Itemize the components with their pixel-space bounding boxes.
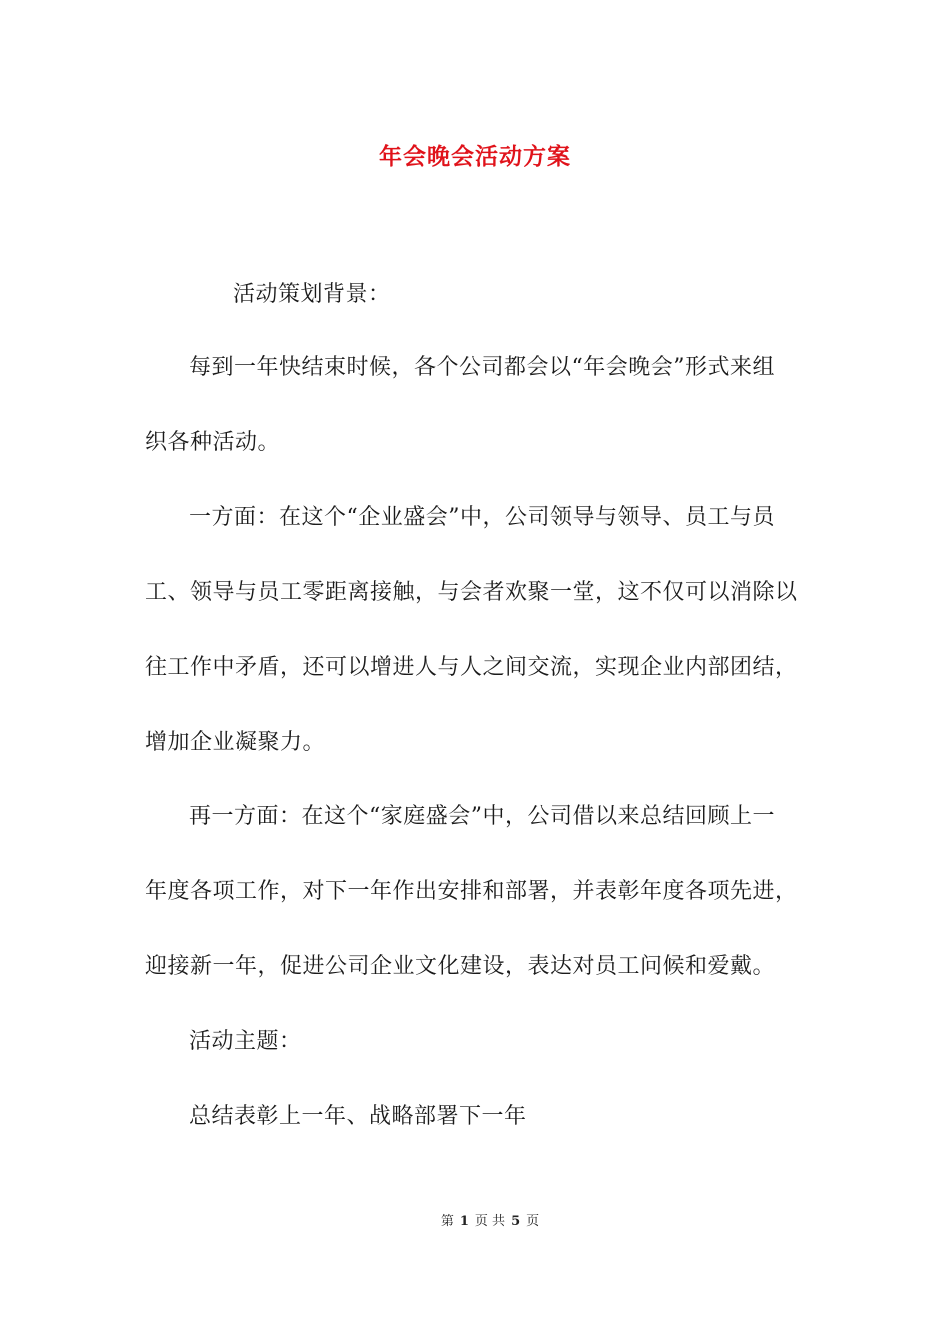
document-title: 年会晚会活动方案 bbox=[379, 143, 571, 170]
footer-prefix: 第 bbox=[440, 1214, 454, 1229]
footer-page-number: 1 bbox=[459, 1214, 469, 1229]
footer-middle: 页 共 bbox=[474, 1214, 506, 1229]
footer-suffix: 页 bbox=[526, 1214, 540, 1229]
paragraph-line: 总结表彰上一年、战略部署下一年 bbox=[189, 1104, 527, 1129]
paragraph-line: 再一方面：在这个“家庭盛会”中，公司借以来总结回顾上一 bbox=[189, 804, 775, 829]
paragraph-line: 增加企业凝聚力。 bbox=[145, 730, 326, 755]
paragraph-line: 织各种活动。 bbox=[145, 430, 281, 455]
paragraph-line: 年度各项工作，对下一年作出安排和部署，并表彰年度各项先进， bbox=[145, 879, 798, 904]
page-footer bbox=[0, 1210, 950, 1229]
paragraph-line: 活动策划背景： bbox=[233, 282, 391, 307]
paragraph-line: 迎接新一年，促进公司企业文化建设，表达对员工问候和爱戴。 bbox=[145, 954, 776, 979]
paragraph-line: 往工作中矛盾，还可以增进人与人之间交流，实现企业内部团结， bbox=[145, 655, 798, 680]
paragraph-line: 一方面：在这个“企业盛会”中，公司领导与领导、员工与员 bbox=[189, 505, 775, 530]
paragraph-line: 每到一年快结束时候，各个公司都会以“年会晚会”形式来组 bbox=[189, 355, 775, 380]
paragraph-line: 工、领导与员工零距离接触，与会者欢聚一堂，这不仅可以消除以 bbox=[145, 580, 798, 605]
footer-total-pages: 5 bbox=[511, 1214, 521, 1229]
paragraph-line: 活动主题： bbox=[189, 1029, 302, 1054]
